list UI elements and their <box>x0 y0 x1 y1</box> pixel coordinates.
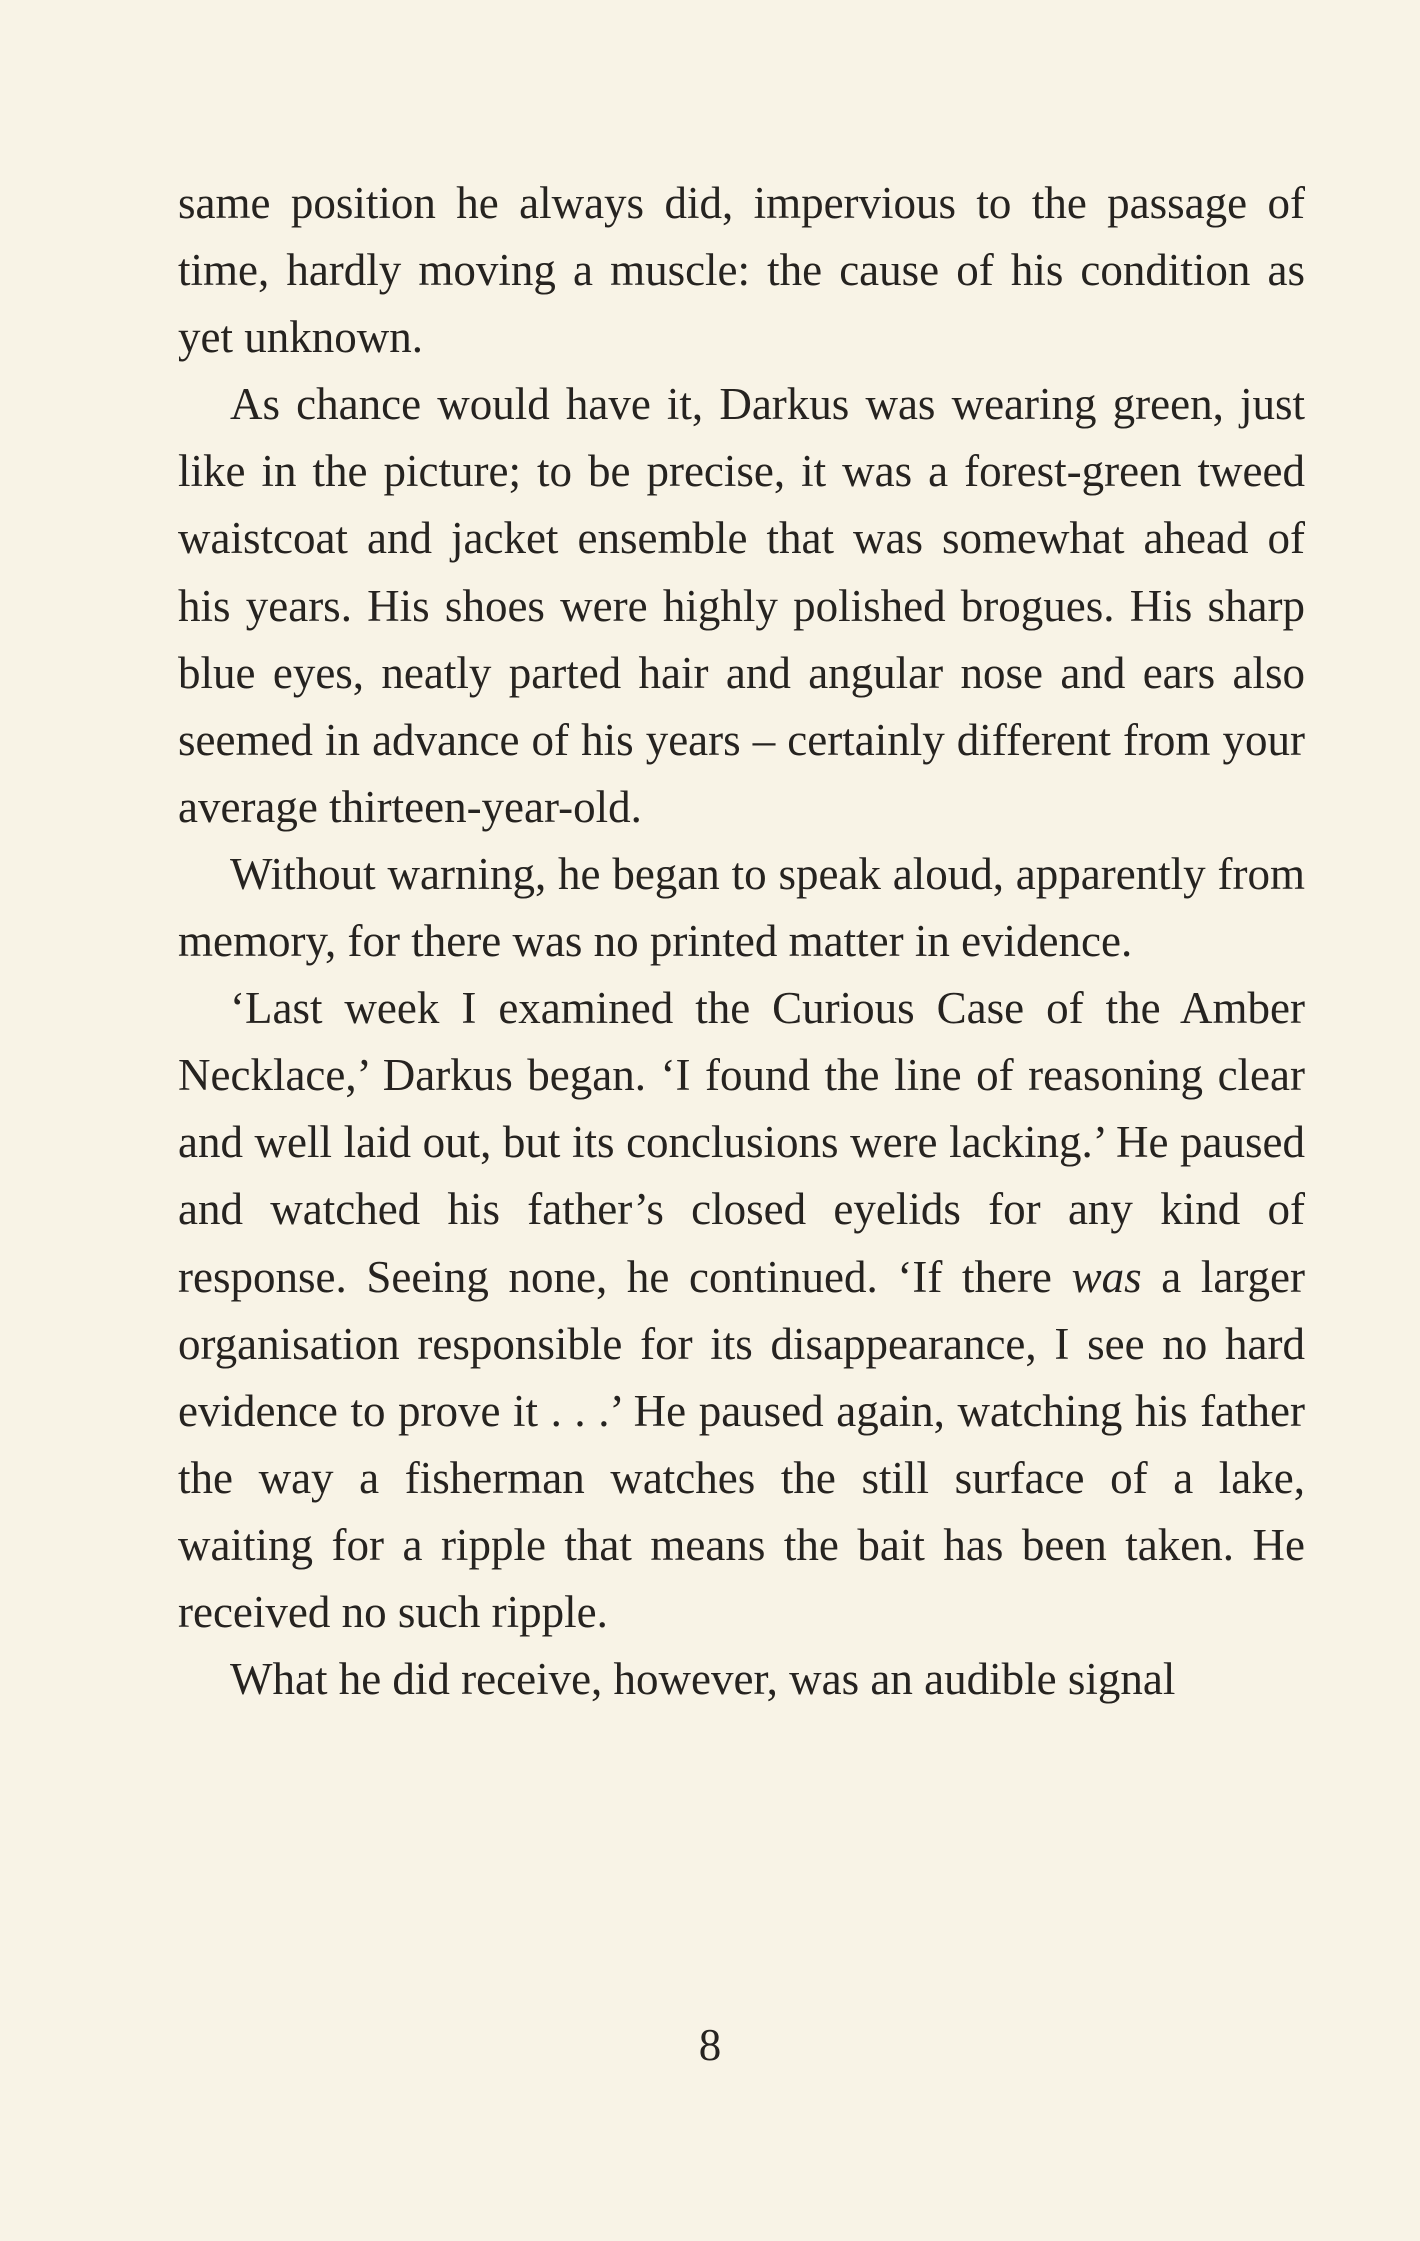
paragraph-4-emphasis: was <box>1071 1251 1142 1302</box>
paragraph-3: Without warning, he began to speak aloud, apparently from memory, for there was no printed matter in evidence. <box>178 848 1305 967</box>
paragraph-2: As chance would have it, Darkus was wearing green, just like in the picture; to be precise, it was a forest-green tweed waistcoat and jacket ensemble that was somewhat ahead of his years. His shoes were highly polished brogues. His sharp blue eyes, neatly parted hair and angular nose and ears also seemed in advance of his years – certainly different from your average thirteen-year-old. <box>178 379 1305 832</box>
paragraph-5: What he did receive, however, was an audible signal <box>230 1654 1176 1705</box>
body-text <box>178 170 1305 1713</box>
paragraph-4 <box>178 975 1305 1646</box>
paragraph-4-after: a larger organisation responsible for its disappearance, I see no hard evidence to prove it . . .’ He paused again, watching his father the way a fisherman watches the still surface of a lake, waiting for a ripple that means the bait has been taken. He received no such ripple. <box>178 1251 1305 1637</box>
paragraph-1: same position he always did, impervious to the passage of time, hardly moving a muscle: the cause of his condition as yet unknown. <box>178 178 1305 363</box>
page-number: 8 <box>698 2020 722 2070</box>
paragraph-4-before: ‘Last week I examined the Curious Case of the Amber Necklace,’ Darkus began. ‘I found the line of reasoning clear and well laid out, but its conclusions were lacking.’ He paused and watched his father’s closed eyelids for any kind of response. Seeing none, he continued. ‘If there <box>178 983 1305 1302</box>
